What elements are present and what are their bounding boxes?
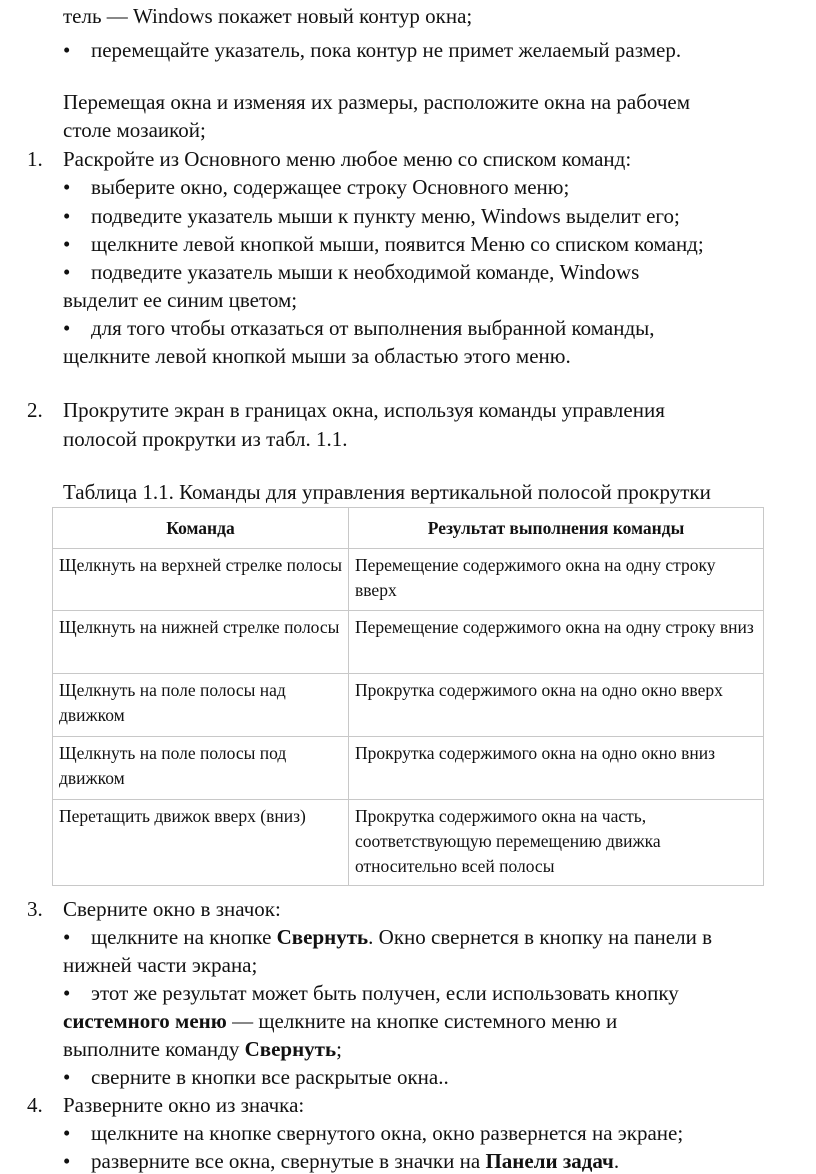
text-line: тель — Windows покажет новый контур окна; — [63, 4, 473, 28]
column-header: Результат выполнения команды — [349, 508, 764, 549]
bullet-continuation — [63, 1036, 342, 1062]
bullet-icon: • — [63, 981, 71, 1005]
bullet-text: щелкните на кнопке свернутого окна, окно развернется на экране; — [91, 1121, 684, 1145]
table-cell: Перетащить движок вверх (вниз) — [53, 800, 349, 886]
bullet-text: выполните команду — [63, 1037, 245, 1061]
table-row — [53, 611, 764, 674]
bullet-line — [63, 203, 680, 229]
bullet-line — [63, 174, 569, 200]
table-cell: Щелкнуть на поле полосы над движком — [53, 674, 349, 737]
bullet-icon: • — [63, 1121, 71, 1145]
bullet-icon: • — [63, 316, 71, 340]
table-cell: Прокрутка содержимого окна на одно окно вверх — [349, 674, 764, 737]
bullet-icon: • — [63, 925, 71, 949]
list-number: 4. — [27, 1093, 43, 1117]
bullet-text: сверните в кнопки все раскрытые окна.. — [91, 1065, 449, 1089]
bullet-icon: • — [63, 175, 71, 199]
bullet-line — [63, 1148, 619, 1174]
bullet-icon: • — [63, 204, 71, 228]
bullet-text: — щелкните на кнопке системного меню и — [226, 1009, 618, 1033]
bold-term: Свернуть — [244, 1037, 337, 1061]
bullet-icon: • — [63, 232, 71, 256]
bullet-line — [63, 37, 681, 63]
bold-term: системного меню — [63, 1009, 227, 1033]
table-row — [53, 549, 764, 611]
bullet-icon: • — [63, 38, 71, 62]
bullet-text: щелкните на кнопке — [91, 925, 277, 949]
list-item-text: полосой прокрутки из табл. 1.1. — [63, 427, 348, 451]
bullet-line — [63, 1064, 449, 1090]
bullet-text: выберите окно, содержащее строку Основного меню; — [91, 175, 570, 199]
table-row — [53, 674, 764, 737]
list-number: 1. — [27, 147, 43, 171]
list-number: 3. — [27, 897, 43, 921]
table-cell: Щелкнуть на нижней стрелке полосы — [53, 611, 349, 674]
table-cell: Перемещение содержимого окна на одну строку вверх — [349, 549, 764, 611]
bullet-continuation — [63, 1008, 617, 1034]
table-cell: Прокрутка содержимого окна на часть, соответствующую перемещению движка относительно всей полосы — [349, 800, 764, 886]
column-header: Команда — [53, 508, 349, 549]
table-cell: Щелкнуть на поле полосы под движком — [53, 737, 349, 800]
bullet-icon: • — [63, 1149, 71, 1173]
bullet-line — [63, 980, 679, 1006]
bullet-continuation: нижней части экрана; — [63, 953, 258, 977]
bullet-text: щелкните левой кнопкой мыши, появится Меню со списком команд; — [91, 232, 704, 256]
bullet-text: разверните все окна, свернутые в значки на — [91, 1149, 486, 1173]
bullet-line — [63, 231, 704, 257]
list-item-heading: Сверните окно в значок: — [63, 897, 281, 921]
bullet-line — [63, 1120, 683, 1146]
paragraph-line: Перемещая окна и изменяя их размеры, расположите окна на рабочем — [63, 90, 691, 114]
table-cell: Прокрутка содержимого окна на одно окно вниз — [349, 737, 764, 800]
list-item-heading: Разверните окно из значка: — [63, 1093, 305, 1117]
bullet-icon: • — [63, 260, 71, 284]
list-item-heading: Раскройте из Основного меню любое меню со списком команд: — [63, 147, 632, 171]
table-row — [53, 737, 764, 800]
list-number: 2. — [27, 398, 43, 422]
list-item-text: Прокрутите экран в границах окна, используя команды управления — [63, 398, 665, 422]
bullet-text: этот же результат может быть получен, если использовать кнопку — [91, 981, 679, 1005]
commands-table — [52, 507, 764, 886]
bold-term: Свернуть — [276, 925, 369, 949]
bullet-line — [63, 924, 712, 950]
bullet-text: для того чтобы отказаться от выполнения выбранной команды, — [91, 316, 655, 340]
bullet-continuation: выделит ее синим цветом; — [63, 288, 298, 312]
bullet-text: перемещайте указатель, пока контур не примет желаемый размер. — [91, 38, 682, 62]
table-cell: Щелкнуть на верхней стрелке полосы — [53, 549, 349, 611]
table-header-row — [53, 508, 764, 549]
table-row — [53, 800, 764, 886]
bullet-icon: • — [63, 1065, 71, 1089]
bullet-line — [63, 315, 655, 341]
bullet-text: подведите указатель мыши к необходимой команде, Windows — [91, 260, 640, 284]
bullet-text: подведите указатель мыши к пункту меню, Windows выделит его; — [91, 204, 680, 228]
bullet-text: . — [613, 1149, 620, 1173]
bullet-text: ; — [336, 1037, 342, 1061]
bullet-continuation: щелкните левой кнопкой мыши за областью этого меню. — [63, 344, 571, 368]
bullet-text: . Окно свернется в кнопку на панели в — [368, 925, 712, 949]
bullet-line — [63, 259, 639, 285]
table-cell: Перемещение содержимого окна на одну строку вниз — [349, 611, 764, 674]
bold-term: Панели задач — [485, 1149, 614, 1173]
paragraph-line: столе мозаикой; — [63, 118, 206, 142]
table-caption: Таблица 1.1. Команды для управления вертикальной полосой прокрутки — [63, 480, 711, 504]
